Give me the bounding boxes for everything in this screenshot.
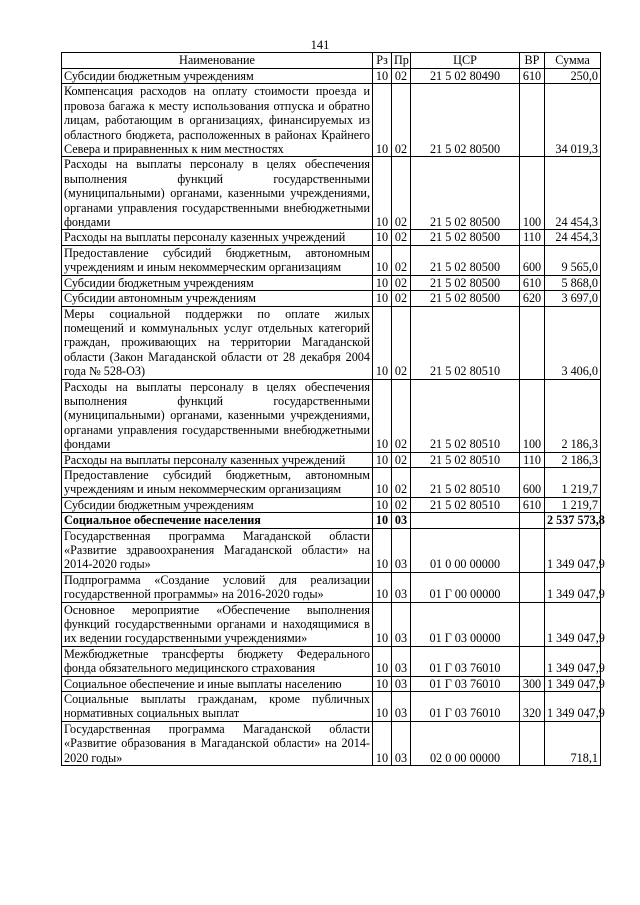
cell-name: Субсидии бюджетным учреждениям [62,69,373,84]
cell-name: Основное мероприятие «Обеспечение выполнения функций государственными органами и находящимися в их ведении государственными учреждениями» [62,602,373,646]
cell-sum: 3 697,0 [545,291,601,306]
cell-csr: 21 5 02 80500 [411,84,520,157]
budget-table [61,52,605,766]
cell-csr: 21 5 02 80510 [411,306,520,379]
cell-sum: 1 349 047,9 [545,676,601,691]
cell-sum: 1 349 047,9 [545,646,601,676]
cell-pr: 02 [392,157,411,230]
cell-csr: 01 Г 00 00000 [411,572,520,602]
table-row [62,676,601,691]
cell-name: Расходы на выплаты персоналу казенных учреждений [62,452,373,467]
cell-sum: 1 349 047,9 [545,602,601,646]
cell-pr: 02 [392,69,411,84]
cell-pr: 03 [392,602,411,646]
cell-rz: 10 [373,230,392,245]
cell-rz: 10 [373,513,392,528]
header-vr: ВР [520,53,545,69]
cell-rz: 10 [373,676,392,691]
cell-csr: 21 5 02 80500 [411,245,520,275]
cell-rz: 10 [373,721,392,765]
table-row [62,572,601,602]
table-row [62,467,601,497]
cell-rz: 10 [373,84,392,157]
cell-name: Государственная программа Магаданской области «Развитие образования в Магаданской области» на 2014-2020 годы» [62,721,373,765]
table-header-row [62,53,601,69]
cell-vr [520,602,545,646]
cell-name: Социальные выплаты гражданам, кроме публичных нормативных социальных выплат [62,692,373,722]
cell-rz: 10 [373,467,392,497]
cell-rz: 10 [373,572,392,602]
table-row [62,291,601,306]
table-row [62,379,601,452]
cell-sum: 24 454,3 [545,230,601,245]
table-row [62,69,601,84]
header-sum: Сумма [545,53,601,69]
cell-pr: 03 [392,721,411,765]
cell-vr: 110 [520,452,545,467]
cell-csr: 01 0 00 00000 [411,528,520,572]
cell-vr: 600 [520,245,545,275]
cell-name: Предоставление субсидий бюджетным, автономным учреждениям и иным некоммерческим организациям [62,245,373,275]
cell-csr: 01 Г 03 00000 [411,602,520,646]
cell-name: Субсидии бюджетным учреждениям [62,275,373,290]
cell-name: Расходы на выплаты персоналу в целях обеспечения выполнения функций государственными (муниципальными) органами, казенными учреждениями, органами управления государственными внебюджетными фондами [62,157,373,230]
header-csr: ЦСР [411,53,520,69]
cell-rz: 10 [373,245,392,275]
cell-rz: 10 [373,291,392,306]
table-row [62,452,601,467]
cell-rz: 10 [373,528,392,572]
cell-csr: 21 5 02 80490 [411,69,520,84]
cell-vr: 110 [520,230,545,245]
table-row [62,513,601,528]
cell-sum: 2 186,3 [545,379,601,452]
cell-rz: 10 [373,602,392,646]
header-pr: Пр [392,53,411,69]
cell-csr: 21 5 02 80510 [411,467,520,497]
cell-csr: 01 Г 03 76010 [411,692,520,722]
cell-vr: 610 [520,275,545,290]
cell-sum: 1 219,7 [545,497,601,512]
cell-name: Расходы на выплаты персоналу казенных учреждений [62,230,373,245]
cell-sum: 1 349 047,9 [545,692,601,722]
table-row [62,692,601,722]
cell-sum: 3 406,0 [545,306,601,379]
cell-name: Субсидии автономным учреждениям [62,291,373,306]
cell-csr: 02 0 00 00000 [411,721,520,765]
cell-sum: 5 868,0 [545,275,601,290]
cell-rz: 10 [373,692,392,722]
cell-vr [520,721,545,765]
cell-csr: 21 5 02 80500 [411,157,520,230]
cell-rz: 10 [373,306,392,379]
cell-name: Меры социальной поддержки по оплате жилых помещений и коммунальных услуг отдельных категорий граждан, проживающих на территории Магаданской области (Закон Магаданской области от 28 декабря 2004 года № 528-ОЗ) [62,306,373,379]
cell-name: Подпрограмма «Создание условий для реализации государственной программы» на 2016-2020 годы» [62,572,373,602]
cell-pr: 03 [392,513,411,528]
cell-pr: 03 [392,528,411,572]
cell-pr: 02 [392,84,411,157]
cell-vr: 320 [520,692,545,722]
cell-csr [411,513,520,528]
cell-pr: 02 [392,497,411,512]
table-row [62,275,601,290]
cell-name: Компенсация расходов на оплату стоимости проезда и провоза багажа к месту использования отпуска и обратно лицам, работающим в организациях, финансируемых из областного бюджета, расположенных в районах Крайнего Севера и приравненных к ним местностях [62,84,373,157]
table-row [62,497,601,512]
cell-pr: 02 [392,245,411,275]
cell-sum: 24 454,3 [545,157,601,230]
table-row [62,84,601,157]
cell-sum: 250,0 [545,69,601,84]
header-name: Наименование [62,53,373,69]
cell-vr [520,572,545,602]
cell-pr: 02 [392,291,411,306]
table-row [62,230,601,245]
cell-sum: 2 186,3 [545,452,601,467]
cell-sum: 718,1 [545,721,601,765]
cell-vr: 620 [520,291,545,306]
cell-name: Государственная программа Магаданской области «Развитие здравоохранения Магаданской области» на 2014-2020 годы» [62,528,373,572]
cell-vr: 100 [520,379,545,452]
cell-rz: 10 [373,157,392,230]
cell-vr [520,513,545,528]
cell-pr: 03 [392,572,411,602]
cell-name: Субсидии бюджетным учреждениям [62,497,373,512]
table-row [62,602,601,646]
cell-pr: 02 [392,306,411,379]
cell-name: Социальное обеспечение населения [62,513,373,528]
cell-csr: 21 5 02 80510 [411,452,520,467]
table-row [62,721,601,765]
cell-vr: 610 [520,69,545,84]
cell-csr: 21 5 02 80500 [411,291,520,306]
cell-rz: 10 [373,379,392,452]
page-number: 141 [310,38,330,52]
cell-vr: 300 [520,676,545,691]
header-rz: Рз [373,53,392,69]
cell-csr: 01 Г 03 76010 [411,676,520,691]
cell-vr [520,84,545,157]
cell-rz: 10 [373,497,392,512]
cell-rz: 10 [373,69,392,84]
cell-sum: 1 219,7 [545,467,601,497]
cell-name: Предоставление субсидий бюджетным, автономным учреждениям и иным некоммерческим организациям [62,467,373,497]
cell-pr: 02 [392,467,411,497]
cell-rz: 10 [373,452,392,467]
cell-sum: 34 019,3 [545,84,601,157]
cell-vr [520,646,545,676]
cell-vr [520,306,545,379]
cell-pr: 03 [392,646,411,676]
cell-vr: 610 [520,497,545,512]
table-row [62,528,601,572]
cell-name: Расходы на выплаты персоналу в целях обеспечения выполнения функций государственными (муниципальными) органами, казенными учреждениями, органами управления государственными внебюджетными фондами [62,379,373,452]
cell-pr: 02 [392,230,411,245]
cell-vr [520,528,545,572]
cell-vr: 600 [520,467,545,497]
cell-pr: 02 [392,452,411,467]
cell-pr: 02 [392,275,411,290]
cell-name: Социальное обеспечение и иные выплаты населению [62,676,373,691]
table-row [62,245,601,275]
cell-csr: 01 Г 03 76010 [411,646,520,676]
table-row [62,306,601,379]
cell-sum: 1 349 047,9 [545,528,601,572]
cell-pr: 03 [392,676,411,691]
cell-csr: 21 5 02 80500 [411,230,520,245]
table-row [62,157,601,230]
cell-csr: 21 5 02 80510 [411,497,520,512]
cell-sum: 2 537 573,8 [545,513,601,528]
cell-csr: 21 5 02 80500 [411,275,520,290]
cell-name: Межбюджетные трансферты бюджету Федерального фонда обязательного медицинского страхования [62,646,373,676]
cell-sum: 9 565,0 [545,245,601,275]
cell-csr: 21 5 02 80510 [411,379,520,452]
cell-pr: 03 [392,692,411,722]
cell-pr: 02 [392,379,411,452]
table-row [62,646,601,676]
cell-rz: 10 [373,275,392,290]
cell-vr: 100 [520,157,545,230]
cell-rz: 10 [373,646,392,676]
cell-sum: 1 349 047,9 [545,572,601,602]
